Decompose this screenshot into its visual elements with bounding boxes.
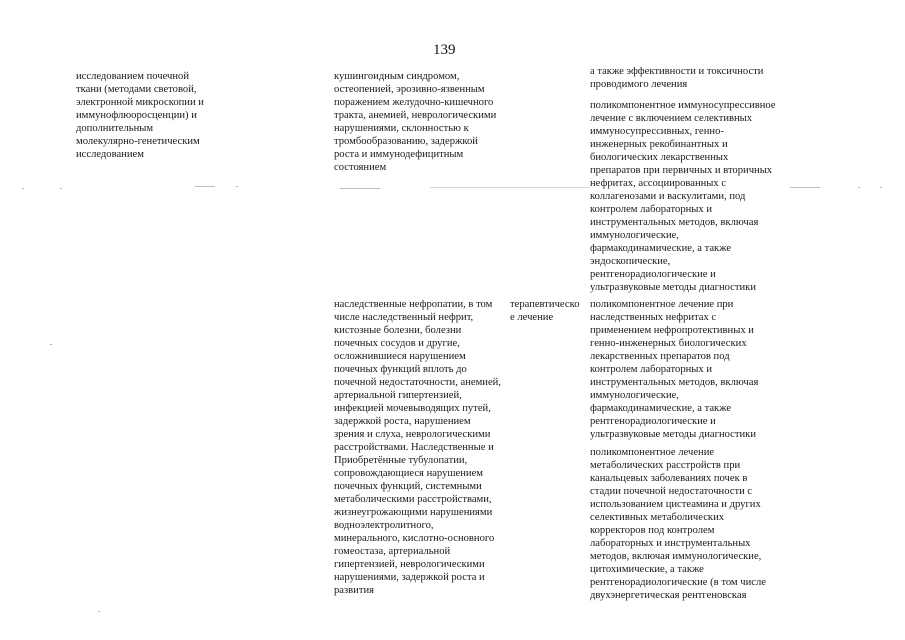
scan-artifact — [880, 187, 882, 188]
scan-artifact — [858, 187, 860, 188]
scan-artifact — [50, 344, 52, 345]
scan-artifact — [22, 188, 24, 189]
row1-col2-text: кушингоидным синдромом, остеопенией, эрозивно-язвенным поражением желудочно-кишечного тракта, анемией, неврологическими нарушениями, склонностью к тромбообразованию, задержкой роста и иммунодефицитным состоянием — [334, 71, 497, 173]
row2-col4-b-text: поликомпонентное лечение метаболических расстройств при канальцевых заболеваниях почек в стадии почечной недостаточности с использованием цистеамина и других селективных метаболических корректоров под контролем лабораторных и инструментальных методов, включая иммунологические, цитохимические, а также рентгенорадиологические (в том числе двухэнергетическая рентгеновская — [590, 447, 766, 601]
scan-artifact — [98, 611, 100, 612]
row2-col2-text: наследственные нефропатии, в том числе наследственный нефрит, кистозные болезни, болезни почечных сосудов и другие, осложнившиеся нарушением почечных функций вплоть до почечной недостаточности, анемией, артериальной гипертензией, инфекцией мочевыводящих путей, задержкой роста, нарушением зрения и слуха, неврологическими расстройствами. Наследственные и Приобретённые тубулопатии, сопровождающиеся нарушением почечных функций, системными метаболическими расстройствами, жизнеугрожающими нарушениями водноэлектролитного, минерального, кислотно-основного гомеостаза, артериальной гипертензией, неврологическими нарушениями, задержкой роста и развития — [334, 299, 501, 596]
scan-artifact — [236, 186, 238, 187]
table-row-divider — [195, 186, 215, 187]
page-number: 139 — [433, 42, 456, 58]
row2-col3-text: терапевтическо е лечение — [510, 299, 580, 323]
row1-col4-main-text: поликомпонентное иммуносупрессивное лечение с включением селективных иммуносупрессивных, генно- инженерных рекобинантных и биологических лекарственных препаратов при первичных и вторичных нефритах, ассоциированных с коллагенозами и васкулитами, под контролем лабораторных и инструментальных методов, включая иммунологические, фармакодинамические, а также эндоскопические, рентгенорадиологические и ультразвуковые методы диагностики — [590, 100, 776, 293]
table-row-divider-segment — [430, 187, 590, 188]
row2-col4-a-text: поликомпонентное лечение при наследственных нефритах с применением нефропротективных и генно-инженерных биологических лекарственных препаратов под контролем лабораторных и инструментальных методов, включая иммунологические, фармакодинамические, а также рентгенорадиологические и ультразвуковые методы диагностики — [590, 299, 759, 440]
table-row-divider-segment — [340, 188, 380, 189]
row1-col1-text: исследованием почечной ткани (методами световой, электронной микроскопии и иммунофлюоросценции) и дополнительным молекулярно-генетическим исследованием — [76, 71, 204, 160]
table-row-divider-segment — [790, 187, 820, 188]
row1-col4-top-text: а также эффективности и токсичности проводимого лечения — [590, 66, 764, 90]
scan-artifact — [60, 188, 62, 189]
